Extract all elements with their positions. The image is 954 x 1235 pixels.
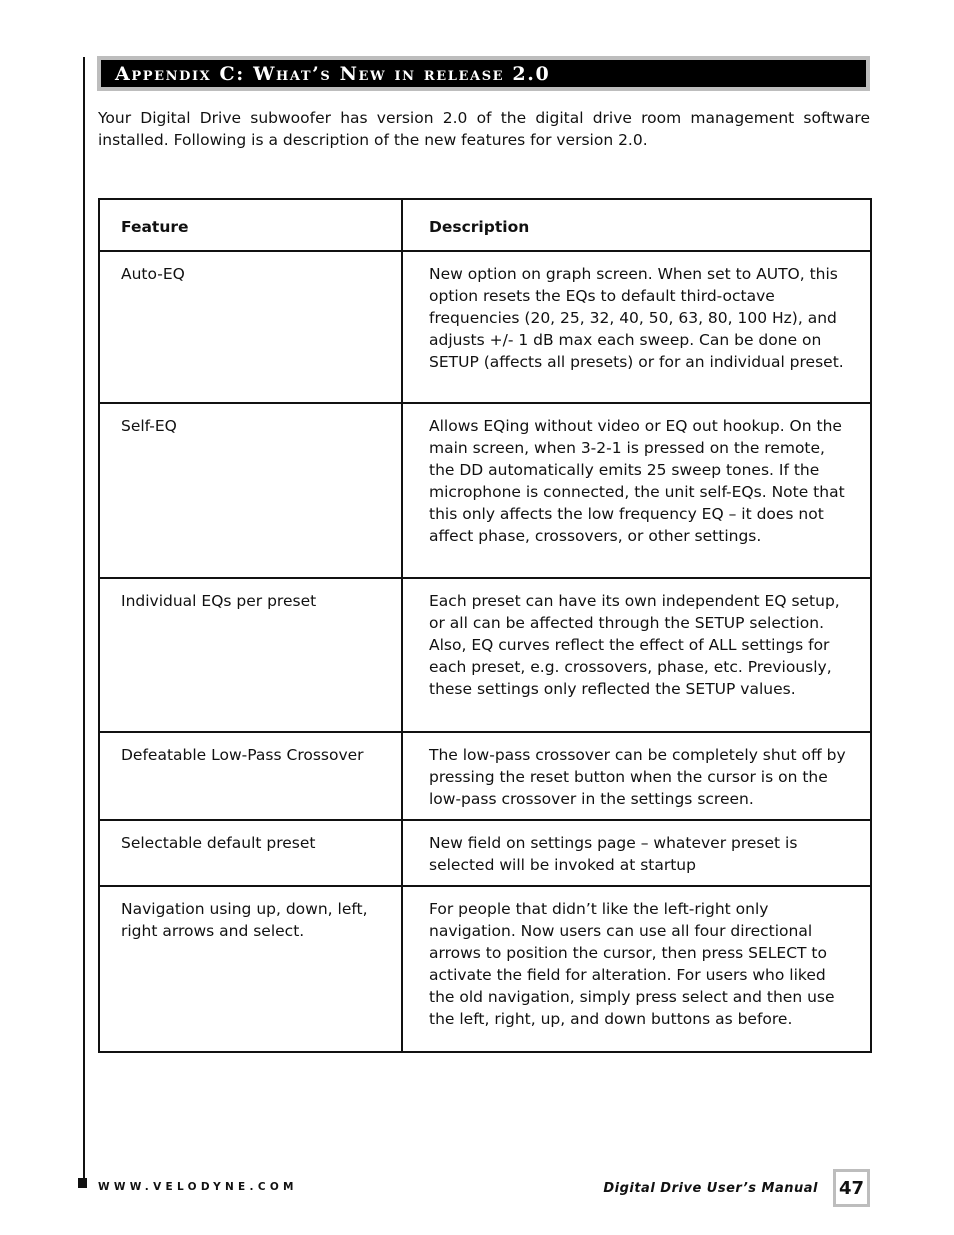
table-row xyxy=(99,886,871,1052)
feature-cell: Defeatable Low-Pass Crossover xyxy=(99,732,402,820)
appendix-title-bar xyxy=(101,60,866,87)
description-cell: New field on settings page – whatever preset is selected will be invoked at startup xyxy=(402,820,871,886)
table-row xyxy=(99,820,871,886)
margin-marker xyxy=(78,1178,87,1188)
description-cell: The low-pass crossover can be completely shut off by pressing the reset button when the cursor is on the low-pass crossover in the settings screen. xyxy=(402,732,871,820)
description-column-header: Description xyxy=(402,199,871,251)
table-header-row xyxy=(99,199,871,251)
feature-cell: Auto-EQ xyxy=(99,251,402,403)
footer-manual-title: Digital Drive User’s Manual xyxy=(603,1181,818,1196)
feature-cell: Self-EQ xyxy=(99,403,402,578)
page-number-box xyxy=(833,1169,870,1207)
description-cell: Allows EQing without video or EQ out hookup. On the main screen, when 3-2-1 is pressed on the remote, the DD automatically emits 25 sweep tones. If the microphone is connected, the unit self-EQs. Note that this only affects the low frequency EQ – it does not affect phase, crossovers, or other settings. xyxy=(402,403,871,578)
feature-cell: Navigation using up, down, left, right arrows and select. xyxy=(99,886,402,1052)
feature-cell: Selectable default preset xyxy=(99,820,402,886)
features-table xyxy=(98,198,872,1053)
feature-cell: Individual EQs per preset xyxy=(99,578,402,732)
description-cell: For people that didn’t like the left-right only navigation. Now users can use all four directional arrows to position the cursor, then press SELECT to activate the field for alteration. For users who liked the old navigation, simply press select and then use the left, right, up, and down buttons as before. xyxy=(402,886,871,1052)
margin-rule xyxy=(83,57,85,1184)
table-row xyxy=(99,251,871,403)
description-cell: New option on graph screen. When set to AUTO, this option resets the EQs to default third-octave frequencies (20, 25, 32, 40, 50, 63, 80, 100 Hz), and adjusts +/- 1 dB max each sweep. Can be done on SETUP (affects all presets) or for an individual preset. xyxy=(402,251,871,403)
feature-column-header: Feature xyxy=(99,199,402,251)
page-number: 47 xyxy=(836,1172,867,1204)
description-cell: Each preset can have its own independent EQ setup, or all can be affected through the SETUP selection. Also, EQ curves reflect the effect of ALL settings for each preset, e.g. crossovers, phase, etc. Previously, these settings only reflected the SETUP values. xyxy=(402,578,871,732)
appendix-title-frame xyxy=(97,56,870,91)
table-row xyxy=(99,578,871,732)
intro-paragraph: Your Digital Drive subwoofer has version 2.0 of the digital drive room management software installed. Following is a description of the new features for version 2.0. xyxy=(98,109,870,149)
footer-website: WWW.VELODYNE.COM xyxy=(98,1181,298,1193)
table-row xyxy=(99,732,871,820)
page-title: Appendix C: What’s New in release 2.0 xyxy=(115,62,551,85)
table-row xyxy=(99,403,871,578)
